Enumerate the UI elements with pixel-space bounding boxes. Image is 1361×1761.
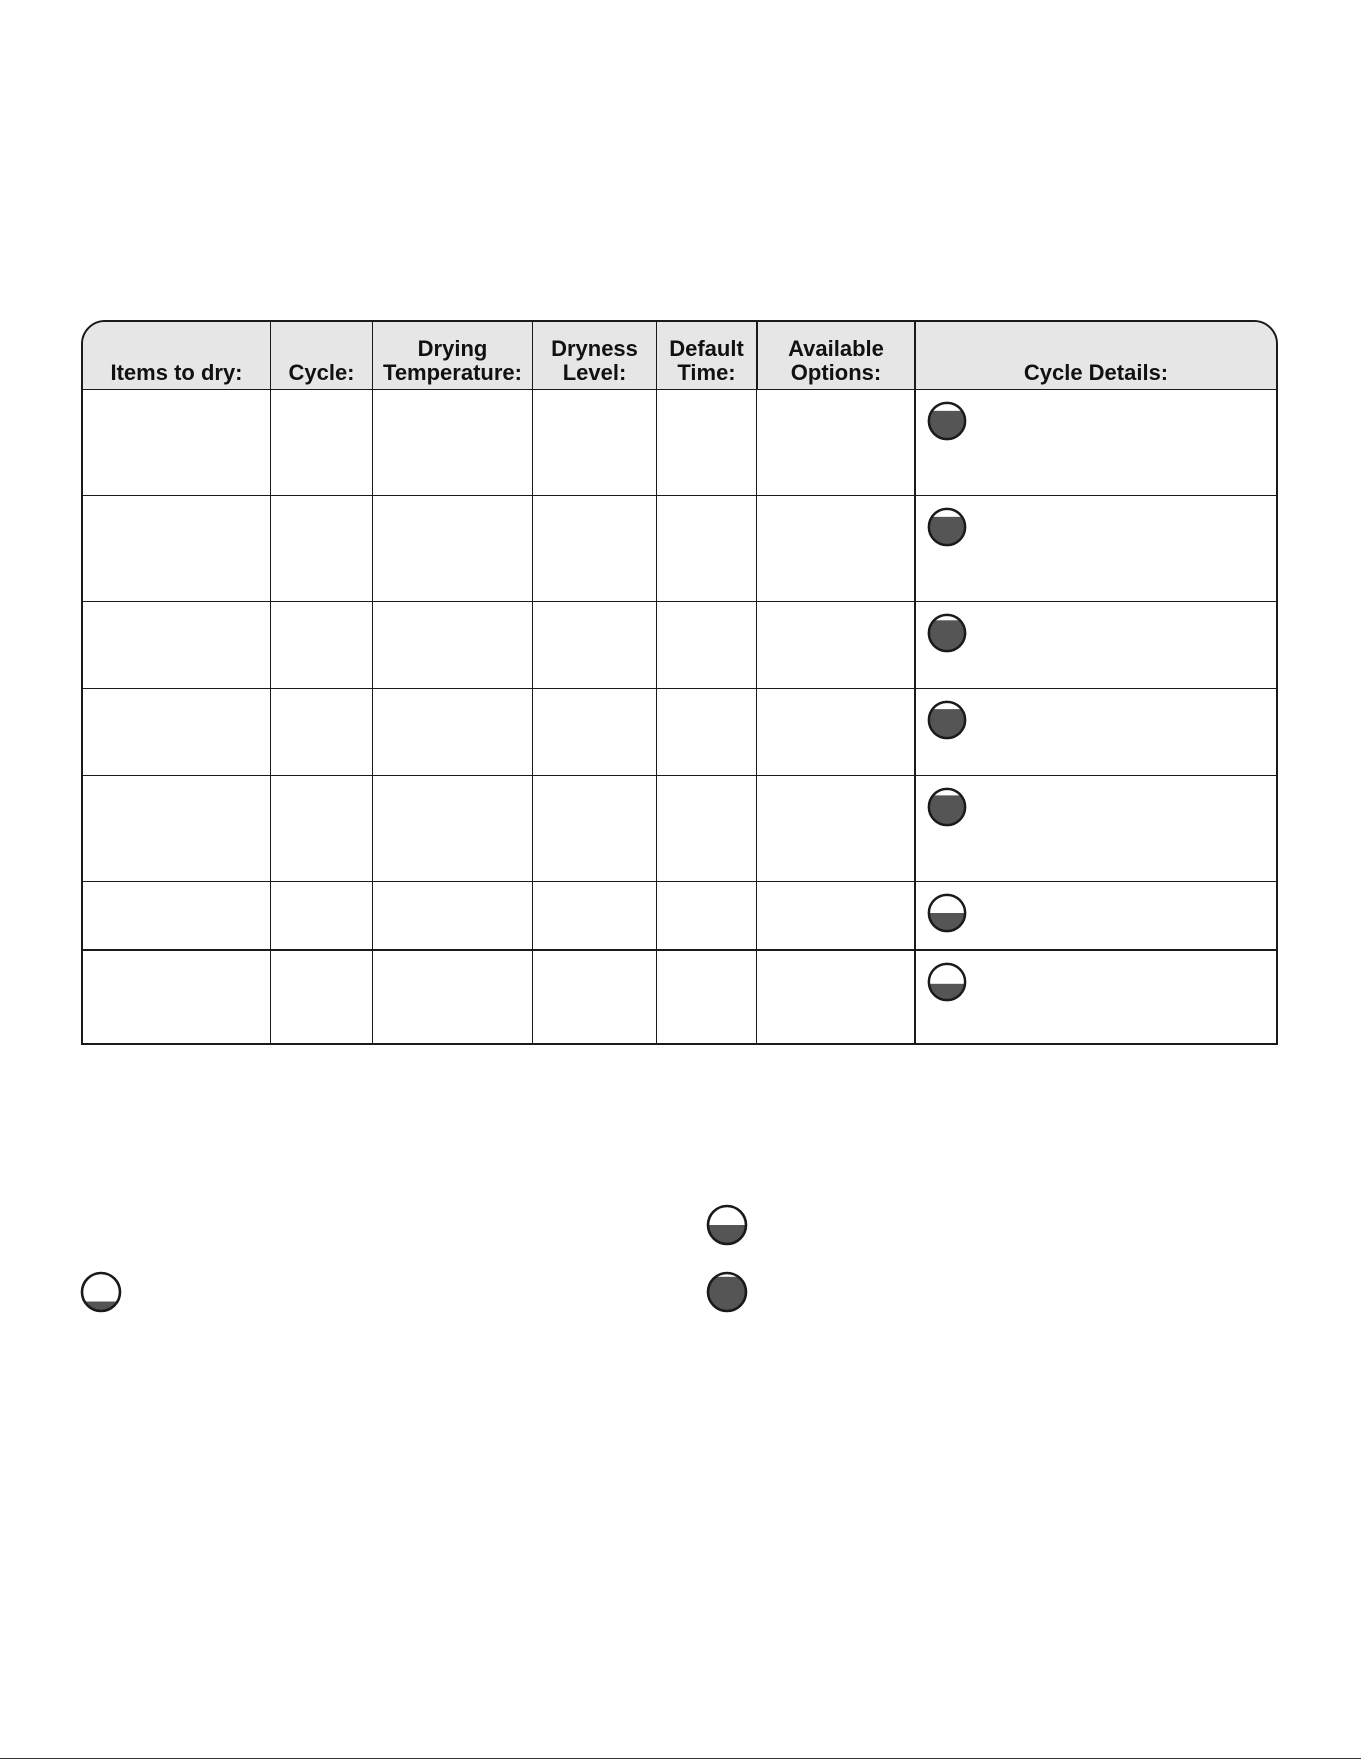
table-cell-cycle — [271, 602, 373, 689]
table-cell-time — [657, 602, 757, 689]
table-cell-details — [915, 390, 1276, 496]
table-cell-details — [915, 602, 1276, 689]
level-icon-fill — [928, 517, 966, 546]
table-cell-options — [757, 602, 915, 689]
table-cell-items — [83, 689, 271, 776]
table-cell-time — [657, 950, 757, 1043]
header-default-time: Default Time: — [657, 322, 757, 390]
table-cell-dryness — [533, 602, 657, 689]
legend-dryness-high-icon — [705, 1270, 749, 1314]
dryness-level-icon — [926, 699, 968, 741]
table-cell-items — [83, 602, 271, 689]
table-cell-temperature — [373, 496, 533, 602]
table-cell-dryness — [533, 689, 657, 776]
table-cell-items — [83, 496, 271, 602]
level-icon-fill — [707, 1277, 747, 1312]
table-cell-cycle — [271, 776, 373, 882]
level-icon-fill — [928, 411, 966, 440]
header-drying-temperature: Drying Temperature: — [373, 322, 533, 390]
header-items-to-dry: Items to dry: — [83, 322, 271, 390]
table-cell-options — [757, 950, 915, 1043]
header-cycle: Cycle: — [271, 322, 373, 390]
table-cell-time — [657, 776, 757, 882]
table-cell-dryness — [533, 950, 657, 1043]
dryness-level-icon — [926, 786, 968, 828]
page-footer-rule — [0, 1758, 1361, 1759]
header-available-options: Available Options: — [757, 322, 915, 390]
dryness-level-icon — [926, 506, 968, 548]
dryness-level-icon — [926, 892, 968, 934]
table-cell-time — [657, 689, 757, 776]
table-cell-time — [657, 390, 757, 496]
table-cell-cycle — [271, 689, 373, 776]
table-cell-items — [83, 390, 271, 496]
table-cell-details — [915, 882, 1276, 950]
table-cell-dryness — [533, 882, 657, 950]
table-cell-items — [83, 950, 271, 1043]
table-cell-temperature — [373, 950, 533, 1043]
table-cell-options — [757, 776, 915, 882]
table-cell-cycle — [271, 882, 373, 950]
level-icon-fill — [928, 913, 966, 932]
cycle-guide-table — [81, 320, 1278, 1045]
table-cell-dryness — [533, 496, 657, 602]
level-icon-fill — [928, 709, 966, 739]
level-icon-fill — [928, 620, 966, 652]
table-cell-options — [757, 496, 915, 602]
legend-dryness-low-icon — [79, 1270, 123, 1314]
table-cell-temperature — [373, 776, 533, 882]
table-cell-details — [915, 496, 1276, 602]
legend-dryness-medium-icon — [705, 1203, 749, 1247]
table-cell-temperature — [373, 882, 533, 950]
header-cycle-details: Cycle Details: — [915, 322, 1276, 390]
level-icon-fill — [707, 1225, 747, 1245]
table-cell-temperature — [373, 602, 533, 689]
table-cell-details — [915, 689, 1276, 776]
table-cell-dryness — [533, 776, 657, 882]
dryness-level-icon — [926, 400, 968, 442]
table-cell-options — [757, 390, 915, 496]
table-cell-time — [657, 882, 757, 950]
table-cell-items — [83, 776, 271, 882]
header-dryness-level: Dryness Level: — [533, 322, 657, 390]
dryness-level-icon — [926, 612, 968, 654]
table-cell-time — [657, 496, 757, 602]
table-cell-details — [915, 776, 1276, 882]
table-cell-temperature — [373, 689, 533, 776]
table-cell-details — [915, 950, 1276, 1043]
table-cell-items — [83, 882, 271, 950]
table-cell-cycle — [271, 950, 373, 1043]
table-cell-options — [757, 882, 915, 950]
table-cell-temperature — [373, 390, 533, 496]
dryness-level-icon — [926, 961, 968, 1003]
table-cell-cycle — [271, 496, 373, 602]
table-cell-cycle — [271, 390, 373, 496]
table-cell-dryness — [533, 390, 657, 496]
level-icon-fill — [928, 795, 966, 826]
table-cell-options — [757, 689, 915, 776]
